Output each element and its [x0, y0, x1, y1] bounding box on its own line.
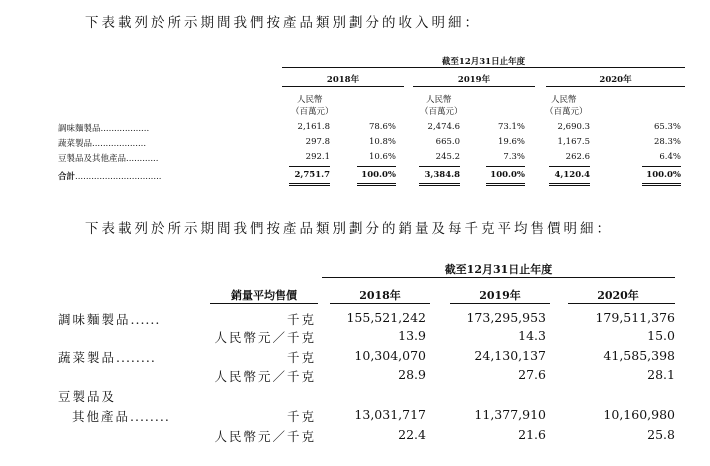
dbl-rule — [419, 185, 460, 186]
unit-volume: 千克 — [286, 350, 316, 365]
row-label: 其他產品........ — [72, 409, 170, 424]
cell-pct-2020: 65.3% — [653, 122, 681, 132]
price-2020: 25.8 — [647, 427, 675, 442]
total-amount-2020: 4,120.4 — [554, 170, 590, 180]
table2-period-header: 截至12月31日止年度 — [444, 263, 553, 276]
volume-2018: 10,304,070 — [354, 348, 426, 363]
table1-year-rule-2020 — [546, 86, 685, 87]
price-2018: 13.9 — [398, 328, 426, 343]
cell-pct-2020: 6.4% — [659, 152, 681, 162]
table1-unit-2020 — [545, 94, 588, 118]
unit-line-1: 人民幣 — [426, 95, 452, 105]
table2-year-rule-2019 — [450, 303, 550, 304]
cell-pct-2020: 28.3% — [653, 137, 681, 147]
table2-year-2018: 2018年 — [359, 289, 401, 302]
cell-amount-2019: 245.2 — [435, 152, 460, 162]
volume-2018: 13,031,717 — [354, 407, 426, 422]
table1-header-rule — [282, 67, 685, 68]
total-amount-2019: 3,384.8 — [424, 170, 460, 180]
unit-price: 人民幣元／千克 — [214, 330, 316, 345]
table1-year-2019: 2019年 — [457, 75, 491, 85]
row-label: 蔬菜製品........ — [58, 350, 156, 365]
table1-year-2018: 2018年 — [326, 75, 360, 85]
table1-subtotal-rule-amt-2018 — [289, 166, 330, 167]
cell-amount-2018: 297.8 — [305, 137, 330, 147]
table2-year-rule-2020 — [568, 303, 675, 304]
table1-subtotal-rule-pct-2018 — [357, 166, 396, 167]
volume-2019: 24,130,137 — [474, 348, 546, 363]
table1-unit-2018 — [291, 94, 334, 118]
cell-amount-2020: 262.6 — [565, 152, 590, 162]
dbl-rule — [549, 185, 590, 186]
table1-subtotal-rule-pct-2019 — [486, 166, 525, 167]
unit-volume: 千克 — [286, 409, 316, 424]
unit-volume: 千克 — [286, 312, 316, 327]
cell-amount-2020: 2,690.3 — [557, 122, 590, 132]
table2-year-rule-2018 — [330, 303, 430, 304]
total-label: 合計................................ — [58, 172, 162, 182]
row-label-line1: 豆製品及 — [58, 389, 117, 404]
dbl-rule — [419, 183, 460, 184]
cell-pct-2019: 7.3% — [503, 152, 525, 162]
dbl-rule — [357, 185, 396, 186]
row-label: 豆製品及其他產品............ — [58, 154, 159, 164]
cell-amount-2018: 2,161.8 — [297, 122, 330, 132]
dbl-rule — [642, 185, 681, 186]
table2-intro: 下表載列於所示期間我們按產品類別劃分的銷量及每千克平均售價明細： — [85, 221, 613, 237]
unit-price: 人民幣元／千克 — [214, 369, 316, 384]
cell-pct-2019: 19.6% — [497, 137, 525, 147]
cell-pct-2018: 10.8% — [368, 137, 396, 147]
dbl-rule — [289, 183, 330, 184]
price-2020: 15.0 — [647, 328, 675, 343]
volume-2020: 41,585,398 — [603, 348, 675, 363]
price-2019: 21.6 — [518, 427, 546, 442]
price-2020: 28.1 — [647, 367, 675, 382]
cell-pct-2018: 10.6% — [368, 152, 396, 162]
table2-col-header: 銷量平均售價 — [231, 289, 297, 302]
table2-header-rule — [322, 277, 675, 278]
price-2018: 28.9 — [398, 367, 426, 382]
table1-intro: 下表載列於所示期間我們按產品類別劃分的收入明細： — [85, 15, 481, 31]
unit-line-1: 人民幣 — [551, 95, 577, 105]
price-2019: 27.6 — [518, 367, 546, 382]
dbl-rule — [357, 183, 396, 184]
row-label: 調味麵製品...... — [58, 312, 161, 327]
table1-subtotal-rule-amt-2020 — [549, 166, 590, 167]
volume-2019: 173,295,953 — [466, 310, 546, 325]
table2-year-2019: 2019年 — [479, 289, 521, 302]
dbl-rule — [486, 183, 525, 184]
table1-year-rule-2018 — [282, 86, 404, 87]
cell-amount-2018: 292.1 — [305, 152, 330, 162]
price-2019: 14.3 — [518, 328, 546, 343]
cell-pct-2018: 78.6% — [368, 122, 396, 132]
volume-2019: 11,377,910 — [474, 407, 546, 422]
cell-amount-2019: 2,474.6 — [427, 122, 460, 132]
table1-year-rule-2019 — [413, 86, 535, 87]
unit-line-2: （百萬元） — [291, 107, 334, 117]
table1-unit-2019 — [420, 94, 463, 118]
volume-2018: 155,521,242 — [346, 310, 426, 325]
total-pct-2019: 100.0% — [490, 170, 525, 180]
unit-line-2: （百萬元） — [545, 107, 588, 117]
cell-amount-2020: 1,167.5 — [557, 137, 590, 147]
cell-pct-2019: 73.1% — [497, 122, 525, 132]
dbl-rule — [549, 183, 590, 184]
table2-year-2020: 2020年 — [597, 289, 639, 302]
dbl-rule — [289, 185, 330, 186]
volume-2020: 10,160,980 — [603, 407, 675, 422]
unit-line-1: 人民幣 — [297, 95, 323, 105]
row-label: 蔬菜製品.................... — [58, 139, 147, 149]
volume-2020: 179,511,376 — [595, 310, 675, 325]
cell-amount-2019: 665.0 — [435, 137, 460, 147]
price-2018: 22.4 — [398, 427, 426, 442]
table1-year-2020: 2020年 — [599, 75, 632, 85]
table1-subtotal-rule-amt-2019 — [419, 166, 460, 167]
unit-price: 人民幣元／千克 — [214, 429, 316, 444]
dbl-rule — [642, 183, 681, 184]
unit-line-2: （百萬元） — [420, 107, 463, 117]
row-label: 調味麵製品.................. — [58, 124, 150, 134]
table1-period-header: 截至12月31日止年度 — [441, 57, 526, 67]
table2-col-rule — [210, 303, 318, 304]
total-amount-2018: 2,751.7 — [294, 170, 330, 180]
total-pct-2018: 100.0% — [361, 170, 396, 180]
total-pct-2020: 100.0% — [646, 170, 681, 180]
table1-subtotal-rule-pct-2020 — [642, 166, 681, 167]
dbl-rule — [486, 185, 525, 186]
